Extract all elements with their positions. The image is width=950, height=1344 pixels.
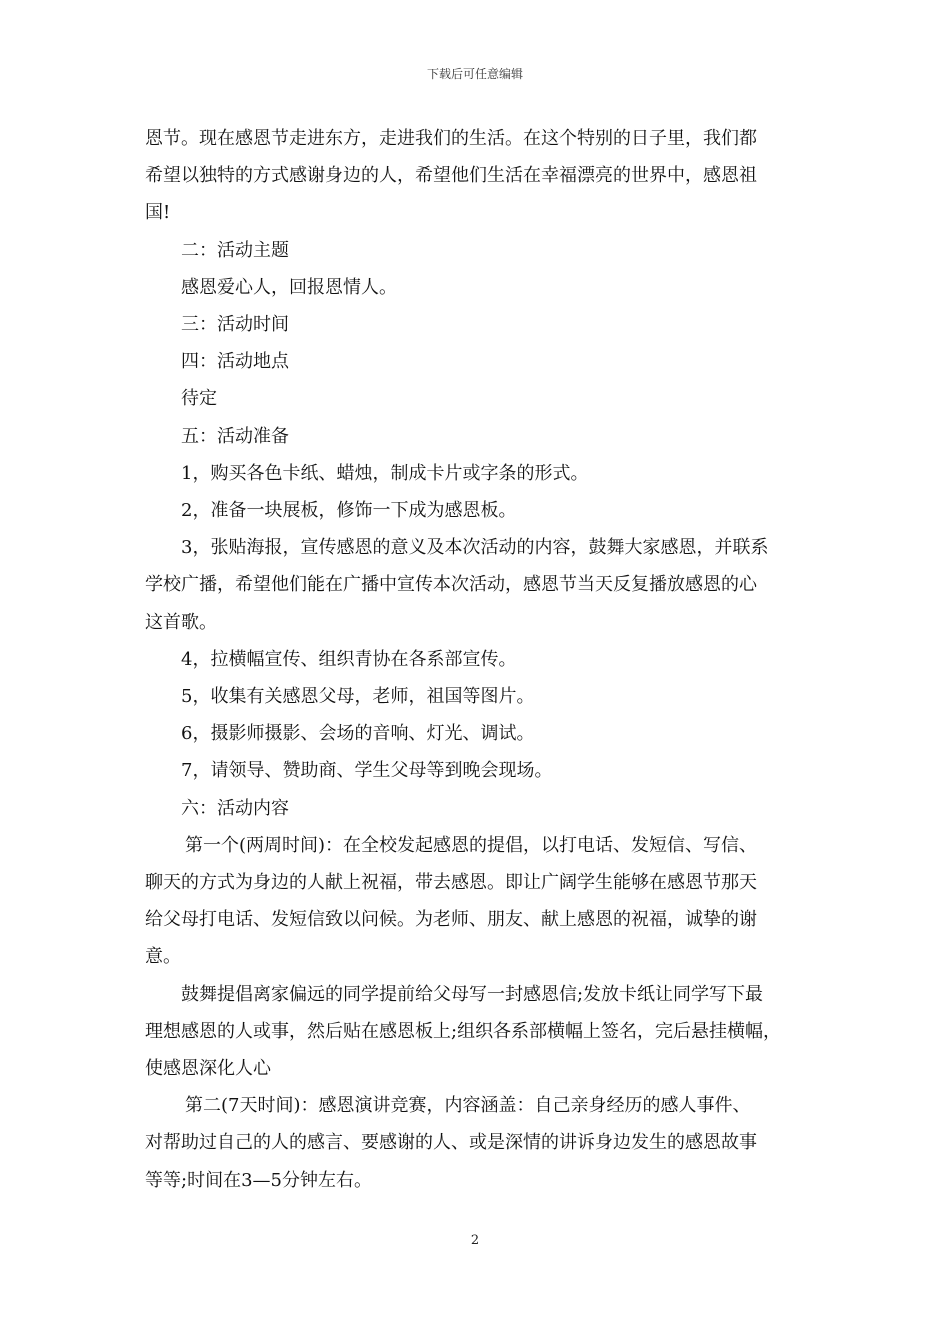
list-item xyxy=(145,492,815,529)
text-line: 对帮助过自己的人的感言、要感谢的人、或是深情的讲诉身边发生的感恩故事 xyxy=(145,1132,757,1154)
paragraph xyxy=(145,120,815,232)
list-item xyxy=(145,678,815,715)
text-line: 国! xyxy=(145,202,171,224)
text-line: 待定 xyxy=(181,388,217,410)
text-line: 意。 xyxy=(145,946,181,968)
section-heading xyxy=(145,232,815,269)
text-line: 鼓舞提倡离家偏远的同学提前给父母写一封感恩信;发放卡纸让同学写下最 xyxy=(181,983,764,1005)
text-line: 7，请领导、赞助商、学生父母等到晚会现场。 xyxy=(181,760,553,782)
page-header: 下载后可任意编辑 xyxy=(426,67,523,81)
text-line: 三：活动时间 xyxy=(181,314,289,336)
text-line: 恩节。现在感恩节走进东方，走进我们的生活。在这个特别的日子里，我们都 xyxy=(145,128,757,149)
text-line: 二：活动主题 xyxy=(181,239,289,261)
section-heading xyxy=(145,306,815,343)
list-item xyxy=(145,529,815,641)
list-item xyxy=(145,641,815,678)
page-number: 2 xyxy=(470,1233,480,1248)
text-line: 希望以独特的方式感谢身边的人，希望他们生活在幸福漂亮的世界中，感恩祖 xyxy=(145,165,757,187)
text-line: 5，收集有关感恩父母，老师，祖国等图片。 xyxy=(181,686,535,708)
text-line: 四：活动地点 xyxy=(181,351,289,373)
paragraph xyxy=(145,1087,815,1199)
text-line: 1，购买各色卡纸、蜡烛，制成卡片或字条的形式。 xyxy=(181,462,589,484)
list-item xyxy=(145,455,815,492)
paragraph xyxy=(145,380,815,417)
text-line: 六：活动内容 xyxy=(181,797,289,819)
paragraph xyxy=(145,976,815,1088)
text-line: 给父母打电话、发短信致以问候。为老师、朋友、献上感恩的祝福，诚挚的谢 xyxy=(145,909,757,931)
text-line: 聊天的方式为身边的人献上祝福，带去感恩。即让广阔学生能够在感恩节那天 xyxy=(145,872,757,894)
section-heading xyxy=(145,343,815,380)
text-line: 学校广播，希望他们能在广播中宣传本次活动，感恩节当天反复播放感恩的心 xyxy=(145,574,757,596)
paragraph xyxy=(145,269,815,306)
text-line: 等等;时间在3—5分钟左右。 xyxy=(145,1169,372,1191)
text-line: 6，摄影师摄影、会场的音响、灯光、调试。 xyxy=(181,723,535,745)
text-line: 使感恩深化人心 xyxy=(145,1058,271,1080)
list-item xyxy=(145,752,815,789)
text-line: 第一个(两周时间)：在全校发起感恩的提倡，以打电话、发短信、写信、 xyxy=(185,834,758,856)
text-line: 4，拉横幅宣传、组织青协在各系部宣传。 xyxy=(181,648,517,670)
text-line: 五：活动准备 xyxy=(181,425,289,447)
list-item xyxy=(145,715,815,752)
text-line: 这首歌。 xyxy=(145,611,217,633)
text-line: 3，张贴海报，宣传感恩的意义及本次活动的内容，鼓舞大家感恩，并联系 xyxy=(181,537,769,559)
text-line: 感恩爱心人，回报恩情人。 xyxy=(181,276,397,298)
text-line: 理想感恩的人或事，然后贴在感恩板上;组织各系部横幅上签名，完后悬挂横幅， xyxy=(145,1020,782,1042)
section-heading xyxy=(145,418,815,455)
text-line: 第二(7天时间)：感恩演讲竞赛，内容涵盖：自己亲身经历的感人事件、 xyxy=(185,1095,751,1117)
text-line: 2，准备一块展板，修饰一下成为感恩板。 xyxy=(181,500,517,522)
paragraph xyxy=(145,827,815,976)
document-body xyxy=(145,120,815,1199)
section-heading xyxy=(145,790,815,827)
